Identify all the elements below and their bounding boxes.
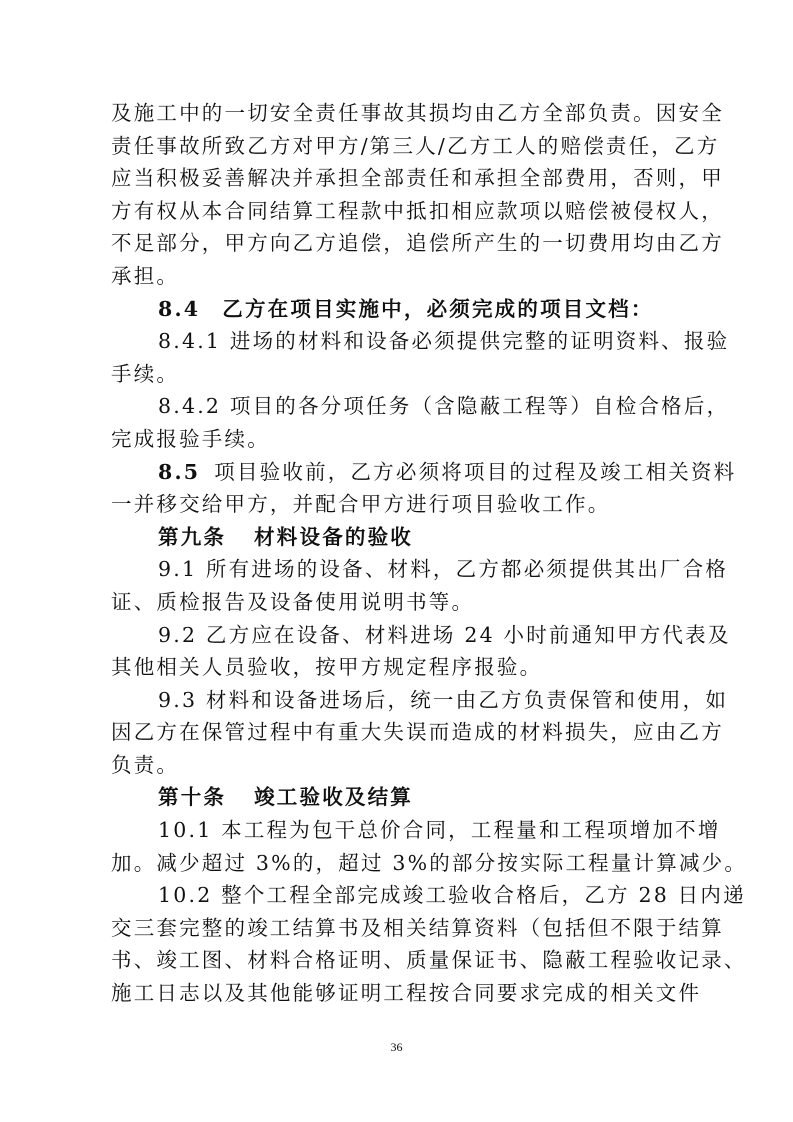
text-line: 施工日志以及其他能够证明工程按合同要求完成的相关文件 [111, 981, 702, 1006]
clause-9-2 [111, 619, 731, 684]
clause-10-1 [111, 814, 748, 879]
article-title: 竣工验收及结算 [254, 785, 414, 810]
text-line: 10.2 整个工程全部完成竣工验收合格后，乙方 28 日内递 [158, 883, 746, 908]
text-line: 8.4.2 项目的各分项任务（含隐蔽工程等）自检合格后， [158, 394, 730, 419]
text-line: 9.1 所有进场的设备、材料，乙方都必须提供其出厂合格 [158, 557, 729, 582]
text-line: 其他相关人员验收，按甲方规定程序报验。 [111, 655, 543, 680]
text-line: 书、竣工图、材料合格证明、质量保证书、隐蔽工程验收记录、 [111, 948, 747, 973]
clause-8-4-2 [111, 390, 730, 455]
text-line: 负责。 [111, 752, 180, 777]
article-title: 材料设备的验收 [254, 524, 414, 549]
text-line: 证、质检报告及设备使用说明书等。 [111, 589, 475, 614]
section-number: 8.4 [158, 296, 201, 321]
text-line: 加。减少超过 3%的，超过 3%的部分按实际工程量计算减少。 [111, 850, 748, 875]
text-line: 承担。 [111, 263, 180, 288]
clause-9-1 [111, 553, 729, 618]
clause-8-5 [111, 456, 737, 521]
document-page [111, 97, 748, 1010]
article-9-heading [111, 521, 686, 554]
page-number: 36 [390, 1040, 403, 1054]
section-8-4-heading [111, 293, 686, 326]
text-line: 9.3 材料和设备进场后，统一由乙方负责保管和使用，如 [158, 687, 729, 712]
paragraph-safety-liability [111, 97, 724, 293]
text-line: 及施工中的一切安全责任事故其损均由乙方全部负责。因安全 [111, 101, 724, 125]
text-line: 应当积极妥善解决并承担全部责任和承担全部费用，否则，甲 [111, 166, 724, 191]
article-number: 第十条 [158, 785, 227, 810]
text-line: 方有权从本合同结算工程款中抵扣相应款项以赔偿被侵权人， [111, 198, 724, 223]
text-line: 手续。 [111, 361, 180, 386]
article-number: 第九条 [158, 524, 227, 549]
text-line: 10.1 本工程为包干总价合同，工程量和工程项增加不增 [158, 818, 721, 843]
section-title: 乙方在项目实施中，必须完成的项目文档： [222, 296, 654, 321]
text-line: 一并移交给甲方，并配合甲方进行项目验收工作。 [111, 492, 611, 517]
text-line: 9.2 乙方应在设备、材料进场 24 小时前通知甲方代表及 [158, 622, 731, 647]
clause-9-3 [111, 684, 729, 782]
text-line: 项目验收前，乙方必须将项目的过程及竣工相关资料 [214, 459, 737, 484]
clause-number: 8.5 [158, 459, 201, 484]
clause-10-2 [111, 879, 747, 1009]
clause-8-4-1 [111, 325, 730, 390]
text-line: 完成报验手续。 [111, 426, 270, 451]
text-line: 8.4.1 进场的材料和设备必须提供完整的证明资料、报验 [158, 329, 730, 354]
article-10-heading [111, 781, 686, 814]
text-line: 不足部分，甲方向乙方追偿，追偿所产生的一切费用均由乙方 [111, 231, 724, 256]
text-line: 交三套完整的竣工结算书及相关结算资料（包括但不限于结算 [111, 915, 724, 940]
text-line: 因乙方在保管过程中有重大失误而造成的材料损失，应由乙方 [111, 720, 724, 745]
text-line: 责任事故所致乙方对甲方/第三人/乙方工人的赔偿责任，乙方 [111, 133, 720, 158]
